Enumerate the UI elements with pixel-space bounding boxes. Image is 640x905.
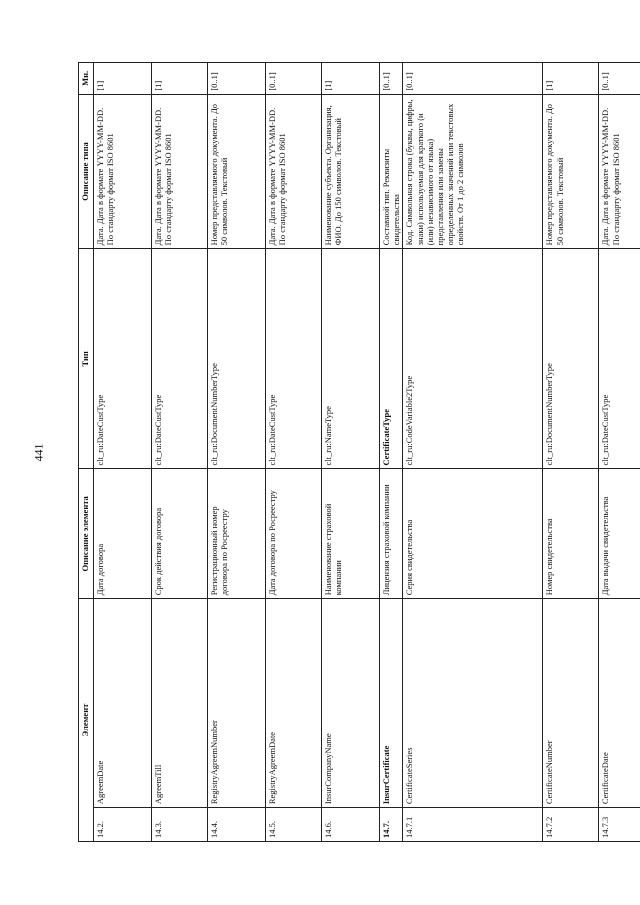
header-type: Тип	[79, 249, 94, 469]
row-type-desc: Номер представляемого документа. До 50 символов. Текстовый	[543, 94, 599, 249]
row-mn: [1]	[322, 63, 380, 95]
row-element: CertificateNumber	[543, 599, 599, 808]
row-number: 14.7.3	[599, 808, 640, 842]
row-mn: [1]	[94, 63, 152, 95]
row-element-desc: Серия свидетельства	[403, 469, 543, 599]
row-mn: [1]	[543, 63, 599, 95]
row-type-desc: Дата. Дата в формате YYYY-MM-DD. По стандарту формат ISO 8601	[599, 94, 640, 249]
table-row	[94, 63, 152, 842]
row-type: clt_ru:CodeVariable2Type	[403, 249, 543, 469]
row-type: clt_ru:DocumentNumberType	[543, 249, 599, 469]
row-type-desc: Код. Символьная строка (буквы, цифры, знаки) используемая для краткого (и (или) независимого от языка) представления или замены определенных значений или текстовых свойств. От 1 до 2 символов	[403, 94, 543, 249]
table-row	[152, 63, 208, 842]
row-type: CertificateType	[380, 249, 403, 469]
table-header-row	[79, 63, 94, 842]
header-mn: Мн.	[79, 63, 94, 95]
row-type: clt_ru:DateCustType	[599, 249, 640, 469]
row-number: 14.4.	[208, 808, 266, 842]
row-element-desc: Наименование страховой компании	[322, 469, 380, 599]
row-element: InsurCompanyName	[322, 599, 380, 808]
row-type-desc: Дата. Дата в формате YYYY-MM-DD. По стандарту формат ISO 8601	[266, 94, 322, 249]
table-row	[403, 63, 543, 842]
row-mn: [0..1]	[380, 63, 403, 95]
table-row	[208, 63, 266, 842]
row-element-desc: Дата договора по Росреестру	[266, 469, 322, 599]
table-row	[380, 63, 403, 842]
row-type-desc: Наименование субъекта. Организация, ФИО. До 150 символов. Текстовый	[322, 94, 380, 249]
row-element-desc: Дата договора	[94, 469, 152, 599]
row-number: 14.7.	[380, 808, 403, 842]
row-type-desc: Дата. Дата в формате YYYY-MM-DD. По стандарту формат ISO 8601	[94, 94, 152, 249]
row-element-desc: Регистрационный номер договора по Росреестру	[208, 469, 266, 599]
row-element-desc: Срок действия договора	[152, 469, 208, 599]
row-element: CertificateDate	[599, 599, 640, 808]
elements-table	[78, 62, 640, 842]
row-element: RegistryAgreemDate	[266, 599, 322, 808]
row-type-desc: Составной тип. Реквизиты свидетельства	[380, 94, 403, 249]
row-type-desc: Номер представляемого документа. До 50 символов. Текстовый	[208, 94, 266, 249]
row-mn: [0..1]	[208, 63, 266, 95]
table-row	[266, 63, 322, 842]
row-mn: [0..1]	[599, 63, 640, 95]
row-number: 14.2.	[94, 808, 152, 842]
row-element-desc: Лицензия страховой компании	[380, 469, 403, 599]
row-type: clt_ru:DocumentNumberType	[208, 249, 266, 469]
table-row	[599, 63, 640, 842]
row-type: clt_ru:DateCustType	[266, 249, 322, 469]
row-element: RegistryAgreemNumber	[208, 599, 266, 808]
row-number: 14.7.2	[543, 808, 599, 842]
row-element-desc: Номер свидетельства	[543, 469, 599, 599]
row-type: clt_ru:DateCustType	[152, 249, 208, 469]
row-mn: [1]	[152, 63, 208, 95]
row-element: AgreemTill	[152, 599, 208, 808]
row-element: InsurCertificate	[380, 599, 403, 808]
row-mn: [0..1]	[266, 63, 322, 95]
row-mn: [0..1]	[403, 63, 543, 95]
row-type: clt_ru:DateCustType	[94, 249, 152, 469]
header-element: Элемент	[79, 599, 94, 842]
row-element-desc: Дата выдачи свидетельства	[599, 469, 640, 599]
table-row	[322, 63, 380, 842]
rotated-table-container	[78, 62, 631, 842]
row-number: 14.7.1	[403, 808, 543, 842]
header-element-desc: Описание элемента	[79, 469, 94, 599]
row-element: CertificateSeries	[403, 599, 543, 808]
page-number: 441	[31, 443, 46, 462]
row-type-desc: Дата. Дата в формате YYYY-MM-DD. По стандарту формат ISO 8601	[152, 94, 208, 249]
row-element: AgreemDate	[94, 599, 152, 808]
row-number: 14.6.	[322, 808, 380, 842]
header-type-desc: Описание типа	[79, 94, 94, 249]
row-number: 14.3.	[152, 808, 208, 842]
row-number: 14.5.	[266, 808, 322, 842]
table-row	[543, 63, 599, 842]
row-type: clt_ru:NameType	[322, 249, 380, 469]
